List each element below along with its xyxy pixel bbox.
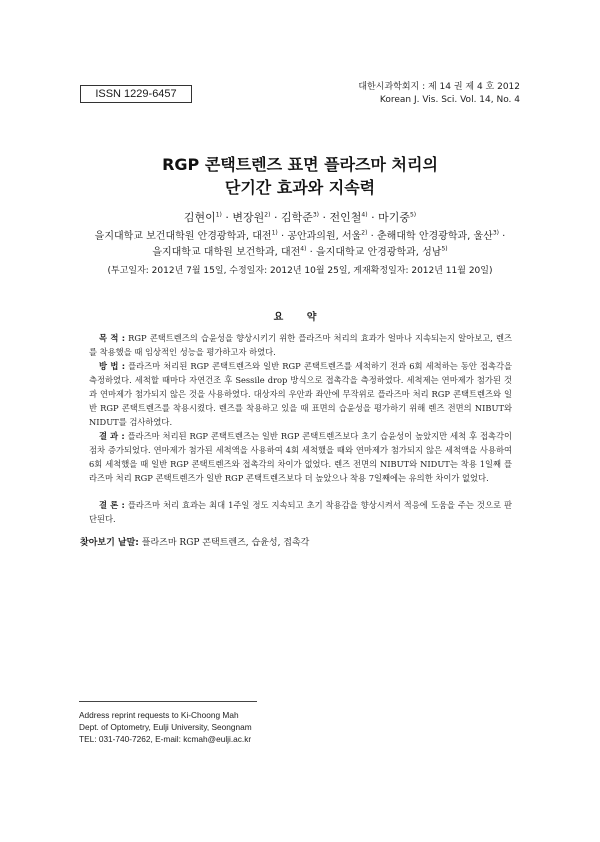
abstract-conclusion-text: 플라즈마 처리 효과는 최대 1주일 정도 지속되고 초기 착용감을 향상시켜서 적응에 도움을 주는 것으로 판단된다. [89, 500, 513, 524]
keywords [80, 537, 309, 549]
abstract-results-label: 결 과 : [99, 431, 125, 441]
paper-title-line-2: 단기간 효과와 지속력 [224, 178, 376, 197]
affiliation: 춘해대학 안경광학과, 울산 [377, 231, 493, 242]
journal-info-english: Korean J. Vis. Sci. Vol. 14, No. 4 [379, 95, 520, 105]
affiliation-line-1: 을지대학교 보건대학원 안경광학과, 대전$^{1)}$ · 공안과의원, 서울$^{2)}$ · 춘해대학 안경광학과, 울산$^{3)}$ · [94, 229, 506, 242]
abstract-purpose-text: RGP 콘택트렌즈의 습윤성을 향상시키기 위한 플라즈마 처리의 효과가 얼마나 지속되는지 알아보고, 렌즈를 착용했을 때 임상적인 성능을 평가하고자 하였다. [89, 333, 513, 357]
author-sup: 2) [264, 211, 271, 219]
author-name: 마기중 [378, 211, 410, 224]
abstract-purpose [89, 331, 512, 359]
journal-info [358, 81, 520, 107]
affiliation-line-2: 을지대학교 대학원 보건학과, 대전$^{4)}$ · 을지대학교 안경광학과, 성남$^{5)}$ [152, 245, 448, 258]
author-sup: 3) [312, 211, 320, 219]
paper-title-line-1: RGP 콘택트렌즈 표면 플라즈마 처리의 [162, 155, 438, 174]
affiliation: 을지대학교 대학원 보건학과, 대전 [152, 247, 301, 258]
submission-dates: (투고일자: 2012년 7월 15일, 수정일자: 2012년 10월 25일, 게재확정일자: 2012년 11월 20일) [107, 266, 493, 276]
abstract-conclusion-label: 결 론 : [99, 500, 125, 510]
author-name: 변장원 [232, 211, 265, 224]
abstract-methods-text: 플라즈마 처리된 RGP 콘택트렌즈와 일반 RGP 콘택트렌즈를 세척하기 전과 6회 세척하는 동안 접촉각을 측정하였다. 세척할 때마다 자연건조 후 Sessile drop 방식으로 접촉각을 측정하였다. 세척제는 연마제가 첨가된 것과 연마제가 첨가되지 않은 것을 사용하였다. 대상자의 우안과 좌안에 무작위로 플라즈마 처리 RGP 콘택트렌즈와 일반 RGP 콘택트렌즈를 착용시켰다. 렌즈를 착용하고 있을 때 표면의 습윤성을 평가하기 위해 렌즈 전면의 NIBUT와 NIDUT를 검사하였다. [89, 361, 512, 427]
footnote-line: TEL: 031-740-7262, E-mail: kcmah@eulji.ac.kr [79, 734, 252, 744]
author-name: 김현이 [183, 211, 216, 224]
footnote-divider [79, 701, 257, 702]
author-list: 김현이$^{1)}$ · 변장원$^{2)}$ · 김학준$^{3)}$ · 전인철$^{4)}$ · 마기중$^{5)}$ [183, 211, 417, 224]
author-sup: 5) [409, 211, 417, 219]
abstract-purpose-label: 목 적 : [99, 333, 126, 343]
issn-box: ISSN 1229-6457 [80, 85, 192, 103]
journal-info-korean: 대한시과학회지 : 제 14 권 제 4 호 2012 [358, 82, 520, 92]
footnote [79, 709, 252, 745]
affiliation-sup: 2) [361, 229, 368, 237]
author-name: 김학준 [280, 211, 313, 224]
affiliation: 을지대학교 보건대학원 안경광학과, 대전 [94, 231, 272, 242]
affiliation: 공안과의원, 서울 [287, 231, 362, 242]
abstract-conclusion [89, 498, 512, 526]
author-sup: 1) [215, 211, 222, 219]
footnote-line: Dept. of Optometry, Eulji University, Seongnam [79, 722, 252, 732]
abstract-heading: 요 약 [273, 312, 327, 323]
author-sup: 4) [361, 211, 368, 219]
abstract-results [89, 429, 512, 485]
abstract-methods [89, 359, 512, 429]
affiliation-sup: 4) [300, 245, 307, 253]
affiliation-sup: 3) [492, 229, 499, 237]
affiliation: 을지대학교 안경광학과, 성남 [316, 247, 442, 258]
keywords-text: 플라즈마 RGP 콘택트렌즈, 습윤성, 접촉각 [141, 538, 310, 548]
author-name: 전인철 [329, 211, 362, 224]
abstract-results-text: 플라즈마 처리된 RGP 콘택트렌즈는 일반 RGP 콘택트렌즈보다 초기 습윤성이 높았지만 세척 후 접촉각이 점차 증가되었다. 연마제가 첨가된 세척액을 사용하여 4회 세척했을 때와 연마제가 첨가되지 않은 세척액을 사용하여 6회 세척했을 때 일반 RGP 콘택트렌즈와 접촉각의 차이가 없었다. 렌즈 전면의 NIBUT와 NIDUT는 착용 1일째 플라즈마 처리 RGP 콘택트렌즈가 일반 RGP 콘택트렌즈보다 더 높았으나 착용 7일째에는 유의한 차이가 없었다. [89, 431, 512, 483]
affiliation-sup: 5) [441, 245, 448, 253]
abstract-methods-label: 방 법 : [99, 361, 126, 371]
footnote-line: Address reprint requests to Ki-Choong Mah [79, 710, 239, 720]
affiliation-sup: 1) [271, 229, 278, 237]
keywords-label: 찾아보기 낱말: [80, 538, 139, 548]
